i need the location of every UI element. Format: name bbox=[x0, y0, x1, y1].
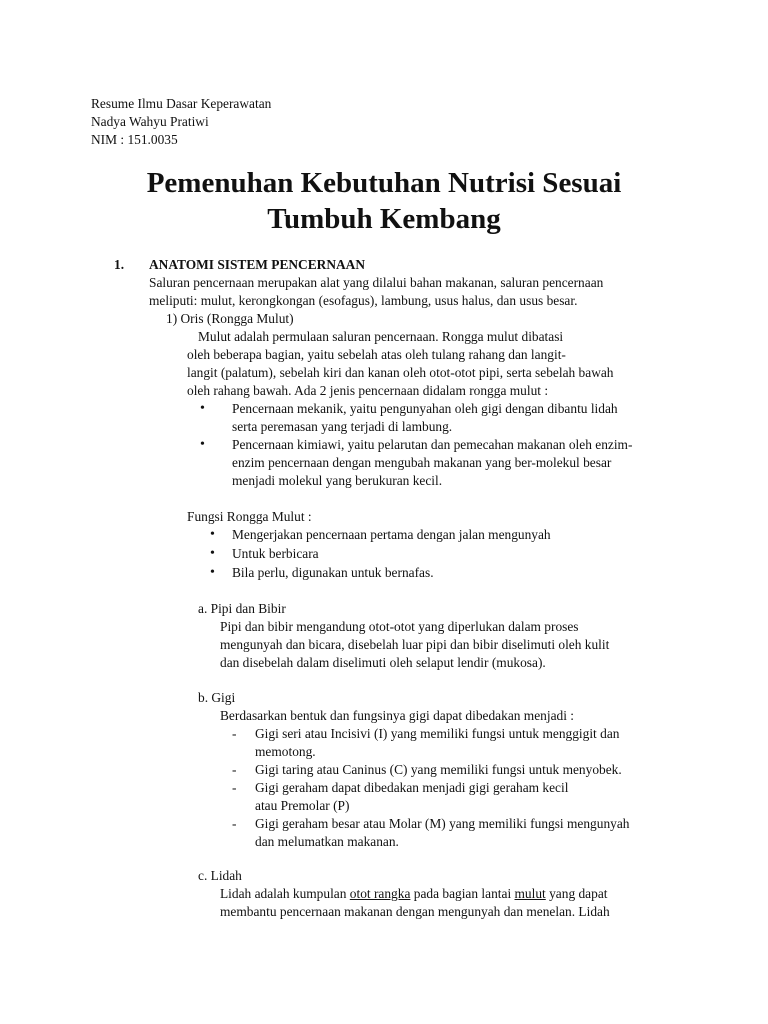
bullet-1-line-1: Pencernaan mekanik, yaitu pengunyahan oleh gigi dengan dibantu lidah bbox=[232, 401, 618, 416]
bullet-icon: • bbox=[200, 401, 205, 416]
otot-rangka-link[interactable]: otot rangka bbox=[349, 886, 411, 901]
bullet-icon: • bbox=[210, 565, 215, 580]
gigi-item-4-line-2: dan melumatkan makanan. bbox=[255, 834, 399, 849]
gigi-label: b. Gigi bbox=[198, 690, 236, 705]
dash-marker: - bbox=[232, 726, 237, 741]
lidah-text-e: yang dapat bbox=[545, 886, 608, 901]
oris-label: 1) Oris (Rongga Mulut) bbox=[166, 311, 294, 326]
fungsi-item-1: Mengerjakan pencernaan pertama dengan jalan mengunyah bbox=[232, 527, 551, 542]
section-number: 1. bbox=[114, 257, 125, 272]
bullet-icon: • bbox=[200, 437, 205, 452]
oris-para-line-2: oleh beberapa bagian, yaitu sebelah atas oleh tulang rahang dan langit- bbox=[187, 347, 566, 362]
intro-line-1: Saluran pencernaan merupakan alat yang dilalui bahan makanan, saluran pencernaan bbox=[149, 275, 604, 290]
author-name: Nadya Wahyu Pratiwi bbox=[91, 114, 209, 129]
oris-para-line-4: oleh rahang bawah. Ada 2 jenis pencernaan didalam rongga mulut : bbox=[187, 383, 549, 398]
gigi-item-3-line-2: atau Premolar (P) bbox=[255, 798, 350, 813]
gigi-item-1-line-2: memotong. bbox=[255, 744, 316, 759]
gigi-intro: Berdasarkan bentuk dan fungsinya gigi dapat dibedakan menjadi : bbox=[220, 708, 575, 723]
pipi-line-3: dan disebelah dalam diselimuti oleh selaput lendir (mukosa). bbox=[220, 655, 546, 670]
pipi-line-1: Pipi dan bibir mengandung otot-otot yang diperlukan dalam proses bbox=[220, 619, 579, 634]
gigi-item-3-line-1: Gigi geraham dapat dibedakan menjadi gigi geraham kecil bbox=[255, 780, 569, 795]
page-title-line-1: Pemenuhan Kebutuhan Nutrisi Sesuai bbox=[146, 167, 622, 199]
gigi-item-4-line-1: Gigi geraham besar atau Molar (M) yang memiliki fungsi mengunyah bbox=[255, 816, 630, 831]
lidah-line-1 bbox=[220, 885, 608, 903]
bullet-2-line-1: Pencernaan kimiawi, yaitu pelarutan dan pemecahan makanan oleh enzim- bbox=[232, 437, 633, 452]
pipi-line-2: mengunyah dan bicara, disebelah luar pipi dan bibir diselimuti oleh kulit bbox=[220, 637, 610, 652]
lidah-line-2: membantu pencernaan makanan dengan mengunyah dan menelan. Lidah bbox=[220, 904, 610, 919]
mulut-link[interactable]: mulut bbox=[514, 886, 546, 901]
bullet-icon: • bbox=[210, 546, 215, 561]
dash-marker: - bbox=[232, 762, 237, 777]
fungsi-item-2: Untuk berbicara bbox=[232, 546, 319, 561]
bullet-2-line-3: menjadi molekul yang berukuran kecil. bbox=[232, 473, 443, 488]
lidah-text-c: pada bagian lantai bbox=[410, 886, 515, 901]
fungsi-item-3: Bila perlu, digunakan untuk bernafas. bbox=[232, 565, 434, 580]
section-heading: ANATOMI SISTEM PENCERNAAN bbox=[149, 257, 366, 272]
pipi-label: a. Pipi dan Bibir bbox=[198, 601, 286, 616]
intro-line-2: meliputi: mulut, kerongkongan (esofagus), lambung, usus halus, dan usus besar. bbox=[149, 293, 578, 308]
page-title-line-2: Tumbuh Kembang bbox=[267, 203, 501, 235]
bullet-icon: • bbox=[210, 527, 215, 542]
gigi-item-1-line-1: Gigi seri atau Incisivi (I) yang memiliki fungsi untuk menggigit dan bbox=[255, 726, 620, 741]
fungsi-label: Fungsi Rongga Mulut : bbox=[187, 509, 312, 524]
lidah-label: c. Lidah bbox=[198, 868, 242, 883]
oris-para-line-1: Mulut adalah permulaan saluran pencernaan. Rongga mulut dibatasi bbox=[198, 329, 564, 344]
dash-marker: - bbox=[232, 780, 237, 795]
lidah-text-a: Lidah adalah kumpulan bbox=[220, 886, 350, 901]
course-title: Resume Ilmu Dasar Keperawatan bbox=[91, 96, 272, 111]
bullet-1-line-2: serta peremasan yang terjadi di lambung. bbox=[232, 419, 453, 434]
gigi-item-2-line-1: Gigi taring atau Caninus (C) yang memiliki fungsi untuk menyobek. bbox=[255, 762, 622, 777]
bullet-2-line-2: enzim pencernaan dengan mengubah makanan yang ber-molekul besar bbox=[232, 455, 612, 470]
student-id: NIM : 151.0035 bbox=[91, 132, 178, 147]
oris-para-line-3: langit (palatum), sebelah kiri dan kanan oleh otot-otot pipi, serta sebelah bawah bbox=[187, 365, 614, 380]
dash-marker: - bbox=[232, 816, 237, 831]
